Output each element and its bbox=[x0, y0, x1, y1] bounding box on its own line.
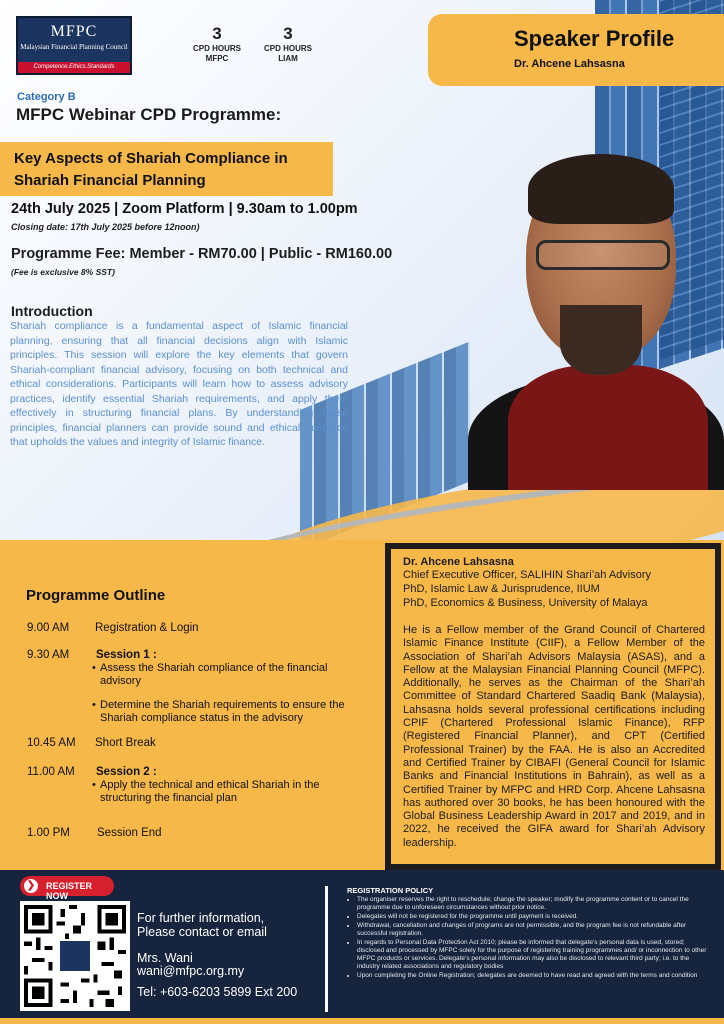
session-2-label: Session 2 : bbox=[96, 766, 157, 778]
contact-email[interactable]: wani@mfpc.org.my bbox=[137, 964, 245, 978]
info-line: For further information, bbox=[137, 911, 265, 925]
session-bullet: • Determine the Shariah requirements to ensure the Shariah compliance status in the advisory bbox=[92, 699, 377, 725]
cpd-label: CPD HOURS bbox=[264, 44, 313, 53]
speaker-photo bbox=[468, 130, 724, 490]
programme-fee: Programme Fee: Member - RM70.00 | Public - RM160.00 bbox=[11, 246, 393, 262]
speaker-profile-tag bbox=[428, 14, 724, 86]
arrow-right-icon: ❯ bbox=[24, 879, 38, 893]
bio-line: Chief Executive Officer, SALIHIN Shari’ah Advisory bbox=[403, 569, 652, 581]
policy-item: • Delegates will not be registered for the programme until payment is received. bbox=[357, 913, 712, 921]
outline-label: Session End bbox=[97, 827, 162, 839]
footer-divider bbox=[325, 886, 328, 1012]
session-bullet: • Apply the technical and ethical Shariah in the structuring the financial plan bbox=[92, 779, 372, 805]
programme-heading: MFPC Webinar CPD Programme: bbox=[16, 105, 282, 124]
mfpc-logo bbox=[16, 16, 132, 75]
policy-item: • Withdrawal, cancellation and changes of programs are not permissible, and the program fee is not refundable after successful registration. bbox=[357, 922, 712, 938]
bio-line: PhD, Economics & Business, University of Malaya bbox=[403, 597, 648, 609]
policy-item: • The organiser reserves the right to reschedule; change the speaker; modify the programme content or to cancel the programme due to unforeseen circumstances without prior notice. bbox=[357, 896, 712, 912]
session-1-label: Session 1 : bbox=[96, 649, 157, 661]
outline-time: 11.00 AM bbox=[27, 766, 75, 778]
intro-heading: Introduction bbox=[11, 303, 93, 319]
mfpc-mini-logo bbox=[58, 939, 92, 973]
cpd-hours-value: 3 bbox=[283, 24, 293, 43]
speaker-name: Dr. Ahcene Lahsasna bbox=[514, 58, 625, 70]
outline-time: 9.00 AM bbox=[27, 622, 70, 634]
outline-label: Registration & Login bbox=[95, 622, 199, 634]
bio-line: PhD, Islamic Law & Jurisprudence, IIUM bbox=[403, 583, 600, 595]
closing-date: Closing date: 17th July 2025 before 12noon) bbox=[11, 222, 200, 232]
contact-phone: Tel: +603-6203 5899 Ext 200 bbox=[137, 985, 298, 999]
event-title bbox=[0, 142, 333, 196]
fee-note: (Fee is exclusive 8% SST) bbox=[11, 267, 115, 277]
session-bullet: • Assess the Shariah compliance of the financial advisory bbox=[92, 662, 362, 688]
bio-name: Dr. Ahcene Lahsasna bbox=[403, 556, 514, 568]
logo-name: MFPC bbox=[50, 23, 98, 40]
event-title-line1: Key Aspects of Shariah Compliance in bbox=[14, 150, 288, 167]
cpd-hours-liam bbox=[264, 24, 312, 64]
cpd-hours-mfpc bbox=[193, 24, 241, 64]
outline-time: 10.45 AM bbox=[27, 737, 76, 749]
footer-accent-line bbox=[0, 1018, 724, 1024]
info-line: Please contact or email bbox=[137, 925, 267, 939]
outline-time: 1.00 PM bbox=[27, 827, 70, 839]
cpd-label: CPD HOURS bbox=[193, 44, 242, 53]
register-now-button[interactable] bbox=[20, 876, 114, 901]
bio-paragraph: He is a Fellow member of the Grand Council of Chartered Islamic Finance Institute (CIIF), a Fellow Member of the Association of Shari’ah Advisors Malaysia (ASAS), and a Fellow at the Malaysian Financial Planning Council (MFPC). Additionally, he serves as the Chairman of the Shari’ah Committee of Standard Chartered Saadiq Bank (Malaysia), Lahsasna holds several professional certifications including CPIF (Chartered Professional Islamic Finance), RFP (Registered Financial Planner), and CPT (Certified Professional Trainer) by the FAA. He is also an Accredited and Certified Trainer by CIBAFI (General Council for Islamic Banks and Financial Institutions in Bahrain), as well as a Certified Trainer by MFPC and HRD Corp. Ahcene Lahsasna has authored over 30 books, he has been honoured with the Global Business Leadership Award in 2017 and 2019, and in 2022, he received the GIFA award for Shari’ah Advisory leadership. bbox=[403, 624, 705, 849]
speaker-bio bbox=[385, 543, 721, 870]
cpd-body: MFPC bbox=[205, 54, 229, 63]
outline-heading: Programme Outline bbox=[26, 587, 166, 604]
outline-label: Short Break bbox=[95, 737, 156, 749]
registration-qr-code[interactable] bbox=[20, 901, 130, 1011]
logo-tagline: Competence.Ethics.Standards bbox=[18, 62, 130, 73]
policy-item: • Upon completing the Online Registration; delegates are deemed to have read and agreed with the terms and condition bbox=[357, 972, 712, 980]
event-date: 24th July 2025 | Zoom Platform | 9.30am to 1.00pm bbox=[11, 201, 358, 217]
policy-heading: REGISTRATION POLICY bbox=[347, 886, 434, 895]
speaker-profile-title: Speaker Profile bbox=[514, 26, 675, 51]
outline-time: 9.30 AM bbox=[27, 649, 70, 661]
policy-list bbox=[347, 896, 712, 981]
cpd-body: LIAM bbox=[278, 54, 298, 63]
cpd-hours-value: 3 bbox=[212, 24, 222, 43]
register-label: REGISTER NOW bbox=[46, 881, 93, 901]
intro-text: Shariah compliance is a fundamental aspect of Islamic financial planning, ensuring that all financial decisions align with Islamic principles. This session will explore the key elements that govern Shariah-compliant financial advisory, focusing on both technical and ethical considerations. Participants will learn how to assess advisory practices, identify essential Shariah requirements, and apply them effectively in structuring financial plans. By understanding these principles, financial planners can provide sound and ethical guidance that upholds the values and integrity of Islamic finance. bbox=[10, 320, 348, 448]
logo-subtitle: Malaysian Financial Planning Council bbox=[20, 43, 128, 51]
contact-name: Mrs. Wani bbox=[137, 951, 193, 965]
policy-item: • In regards to Personal Data Protection Act 2010; please be informed that delegate’s personal data is used, stored; disclosed and processed by MFPC solely for the purpose of registering training programmes and/ or inconnection to other MFPC products or services. Delegate’s personal information may also be disclosed to relevant third party; i.e. to the industry related associations and regulatory bodies bbox=[357, 939, 712, 971]
event-title-line2: Shariah Financial Planning bbox=[14, 172, 206, 189]
category-label: Category B bbox=[17, 91, 76, 103]
